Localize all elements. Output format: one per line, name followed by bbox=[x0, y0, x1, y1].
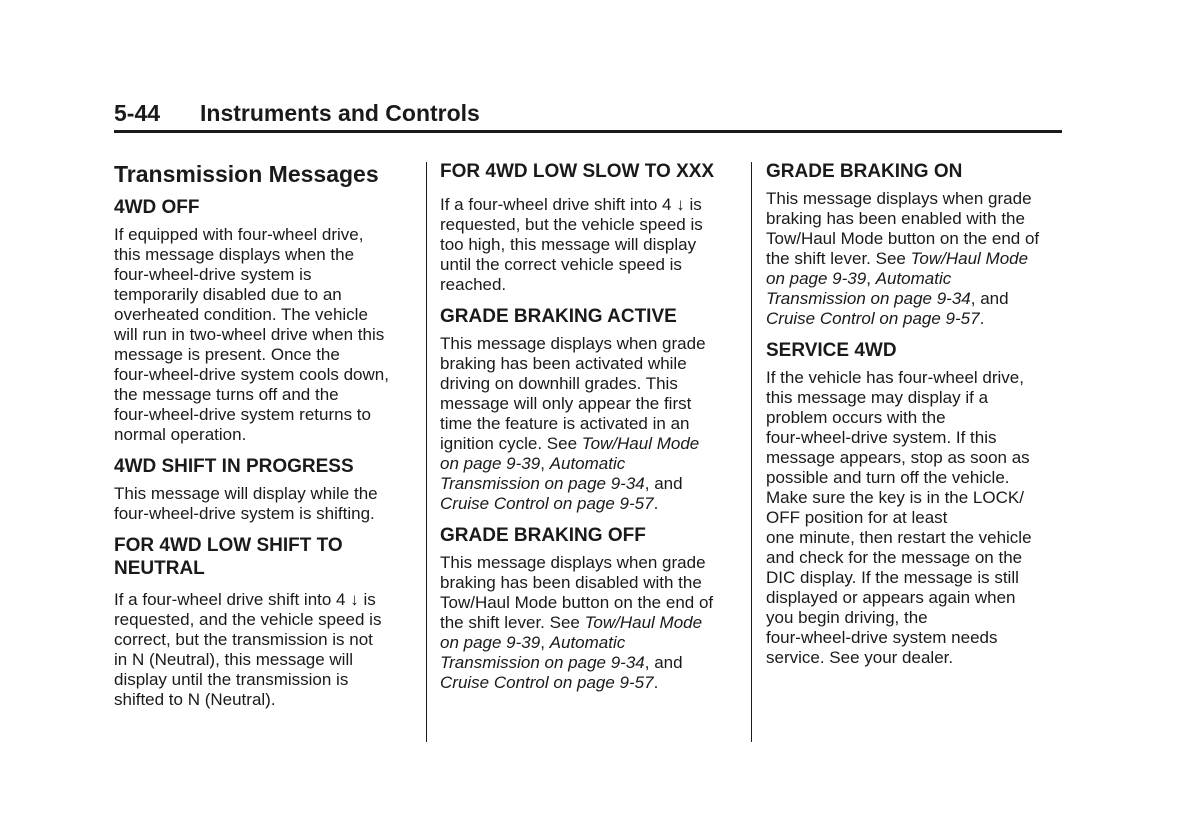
text-line bbox=[114, 590, 414, 610]
text-line: overheated condition. The vehicle bbox=[114, 305, 368, 324]
text-fragment: . bbox=[653, 494, 659, 513]
text-line: four-wheel-drive system needs bbox=[766, 628, 998, 647]
text-line bbox=[440, 454, 740, 474]
cross-reference-link[interactable]: Cruise Control on page 9-57 bbox=[766, 309, 980, 328]
cross-reference-link[interactable]: Tow/Haul Mode bbox=[581, 434, 700, 453]
text-line: four-wheel-drive system. If this bbox=[766, 428, 997, 447]
heading-service-4wd: SERVICE 4WD bbox=[766, 340, 897, 361]
text-fragment: , bbox=[540, 454, 550, 473]
text-line: in N (Neutral), this message will bbox=[114, 650, 354, 669]
text-line: requested, and the vehicle speed is bbox=[114, 610, 382, 629]
text-line: This message displays when grade bbox=[440, 553, 706, 572]
column-1 bbox=[114, 160, 414, 720]
text-fragment: If a four-wheel drive shift into 4 bbox=[114, 590, 346, 609]
text-line: four-wheel-drive system cools down, bbox=[114, 365, 389, 384]
text-fragment: , and bbox=[970, 289, 1009, 308]
cross-reference-link[interactable]: Transmission on page 9-34 bbox=[766, 289, 971, 308]
column-2 bbox=[440, 160, 740, 703]
paragraph-service-4wd bbox=[766, 368, 1066, 668]
paragraph-grade-braking-active bbox=[440, 334, 740, 514]
text-line bbox=[766, 309, 1066, 329]
text-fragment: is bbox=[684, 195, 702, 214]
down-arrow-icon: ↓ bbox=[676, 195, 685, 214]
text-line bbox=[440, 673, 740, 693]
column-3 bbox=[766, 160, 1066, 678]
text-line: four-wheel-drive system is bbox=[114, 265, 312, 284]
text-line bbox=[440, 633, 740, 653]
heading-4wd-off: 4WD OFF bbox=[114, 197, 200, 218]
paragraph-4wd-shift-in-progress bbox=[114, 484, 414, 524]
paragraph-4wd-low-slow bbox=[440, 195, 740, 295]
text-line: Make sure the key is in the LOCK/ bbox=[766, 488, 1024, 507]
paragraph-4wd-off bbox=[114, 225, 414, 445]
text-line: message is present. Once the bbox=[114, 345, 340, 364]
text-fragment: . bbox=[979, 309, 985, 328]
cross-reference-link[interactable]: Automatic bbox=[549, 633, 626, 652]
heading-grade-braking-active: GRADE BRAKING ACTIVE bbox=[440, 306, 677, 327]
text-line bbox=[766, 249, 1066, 269]
heading-grade-braking-on: GRADE BRAKING ON bbox=[766, 161, 963, 182]
column-divider bbox=[751, 162, 752, 742]
heading-4wd-low-slow: FOR 4WD LOW SLOW TO XXX bbox=[440, 161, 715, 182]
text-line: OFF position for at least bbox=[766, 508, 948, 527]
text-line: time the feature is activated in an bbox=[440, 414, 690, 433]
paragraph-grade-braking-off bbox=[440, 553, 740, 693]
cross-reference-link[interactable]: Cruise Control on page 9-57 bbox=[440, 673, 654, 692]
text-line bbox=[440, 434, 740, 454]
section-title: Transmission Messages bbox=[114, 161, 379, 187]
text-line: driving on downhill grades. This bbox=[440, 374, 678, 393]
text-line: display until the transmission is bbox=[114, 670, 349, 689]
text-line: the message turns off and the bbox=[114, 385, 339, 404]
cross-reference-link[interactable]: Automatic bbox=[875, 269, 952, 288]
text-line: service. See your dealer. bbox=[766, 648, 954, 667]
text-line: requested, but the vehicle speed is bbox=[440, 215, 703, 234]
cross-reference-link[interactable]: Automatic bbox=[549, 454, 626, 473]
text-line: shifted to N (Neutral). bbox=[114, 690, 276, 709]
text-fragment: the shift lever. See bbox=[766, 249, 911, 268]
heading-4wd-shift-in-progress: 4WD SHIFT IN PROGRESS bbox=[114, 456, 354, 477]
paragraph-4wd-low-shift-to-neutral bbox=[114, 590, 414, 710]
text-line: will run in two-wheel drive when this bbox=[114, 325, 385, 344]
text-line: This message will display while the bbox=[114, 484, 378, 503]
page-number: 5-44 bbox=[114, 100, 161, 126]
cross-reference-link[interactable]: on page 9-39 bbox=[766, 269, 867, 288]
cross-reference-link[interactable]: Tow/Haul Mode bbox=[910, 249, 1029, 268]
text-line: this message may display if a bbox=[766, 388, 989, 407]
text-line: one minute, then restart the vehicle bbox=[766, 528, 1032, 547]
cross-reference-link[interactable]: Cruise Control on page 9-57 bbox=[440, 494, 654, 513]
chapter-title: Instruments and Controls bbox=[200, 100, 480, 126]
text-line: If equipped with four-wheel drive, bbox=[114, 225, 364, 244]
column-divider bbox=[426, 162, 427, 742]
text-fragment: If a four-wheel drive shift into 4 bbox=[440, 195, 672, 214]
cross-reference-link[interactable]: Transmission on page 9-34 bbox=[440, 653, 645, 672]
text-fragment: is bbox=[358, 590, 376, 609]
text-line: too high, this message will display bbox=[440, 235, 697, 254]
text-fragment: , and bbox=[644, 474, 683, 493]
text-line: braking has been disabled with the bbox=[440, 573, 702, 592]
text-line: displayed or appears again when bbox=[766, 588, 1016, 607]
text-line bbox=[440, 195, 740, 215]
text-line: braking has been activated while bbox=[440, 354, 687, 373]
text-line: Tow/Haul Mode button on the end of bbox=[440, 593, 714, 612]
text-line: you begin driving, the bbox=[766, 608, 928, 627]
heading-grade-braking-off: GRADE BRAKING OFF bbox=[440, 525, 646, 546]
text-line: four-wheel-drive system returns to bbox=[114, 405, 371, 424]
paragraph-grade-braking-on bbox=[766, 189, 1066, 329]
text-line: DIC display. If the message is still bbox=[766, 568, 1019, 587]
text-line: normal operation. bbox=[114, 425, 247, 444]
text-line bbox=[766, 269, 1066, 289]
text-line: Tow/Haul Mode button on the end of bbox=[766, 229, 1040, 248]
text-fragment: , bbox=[866, 269, 876, 288]
cross-reference-link[interactable]: on page 9-39 bbox=[440, 454, 541, 473]
heading-line: FOR 4WD LOW SHIFT TO bbox=[114, 535, 343, 556]
page-header bbox=[114, 100, 1062, 133]
cross-reference-link[interactable]: on page 9-39 bbox=[440, 633, 541, 652]
text-line: possible and turn off the vehicle. bbox=[766, 468, 1010, 487]
text-fragment: , and bbox=[644, 653, 683, 672]
text-line: and check for the message on the bbox=[766, 548, 1023, 567]
text-line: temporarily disabled due to an bbox=[114, 285, 342, 304]
text-line: correct, but the transmission is not bbox=[114, 630, 373, 649]
text-fragment: . bbox=[653, 673, 659, 692]
text-fragment: ignition cycle. See bbox=[440, 434, 582, 453]
text-line bbox=[766, 289, 1066, 309]
cross-reference-link[interactable]: Transmission on page 9-34 bbox=[440, 474, 645, 493]
down-arrow-icon: ↓ bbox=[350, 590, 359, 609]
text-line: message appears, stop as soon as bbox=[766, 448, 1030, 467]
text-line: braking has been enabled with the bbox=[766, 209, 1025, 228]
text-fragment: , bbox=[540, 633, 550, 652]
text-line: four-wheel-drive system is shifting. bbox=[114, 504, 375, 523]
text-line bbox=[440, 494, 740, 514]
text-line: message will only appear the first bbox=[440, 394, 692, 413]
heading-line: NEUTRAL bbox=[114, 558, 205, 579]
text-line: problem occurs with the bbox=[766, 408, 946, 427]
text-line: this message displays when the bbox=[114, 245, 355, 264]
text-line: reached. bbox=[440, 275, 507, 294]
text-line: This message displays when grade bbox=[766, 189, 1032, 208]
cross-reference-link[interactable]: Tow/Haul Mode bbox=[584, 613, 703, 632]
text-fragment: the shift lever. See bbox=[440, 613, 585, 632]
text-line bbox=[440, 653, 740, 673]
text-line: If the vehicle has four-wheel drive, bbox=[766, 368, 1024, 387]
text-line bbox=[440, 613, 740, 633]
heading-4wd-low-shift-to-neutral bbox=[114, 534, 414, 580]
text-line: This message displays when grade bbox=[440, 334, 706, 353]
text-line bbox=[440, 474, 740, 494]
text-line: until the correct vehicle speed is bbox=[440, 255, 682, 274]
